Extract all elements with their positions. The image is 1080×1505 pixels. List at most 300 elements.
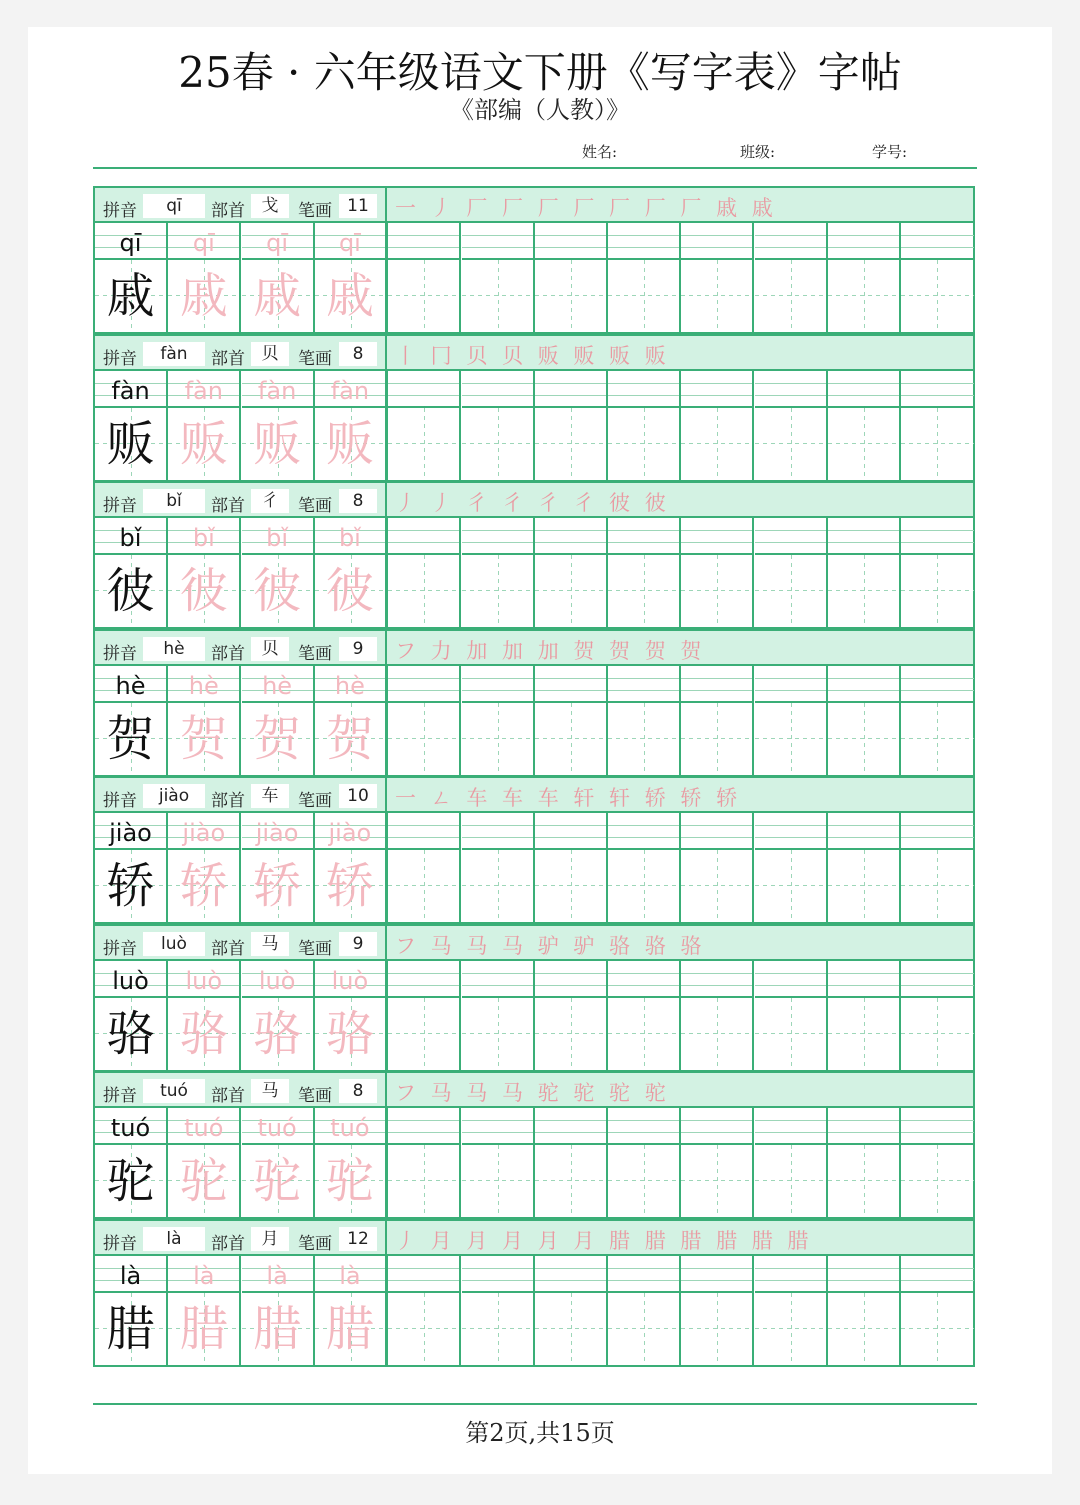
tianzige-box xyxy=(315,850,385,922)
blank-practice-cell[interactable] xyxy=(901,666,974,775)
trace-cell xyxy=(242,1256,315,1365)
blank-practice-cell[interactable] xyxy=(755,518,828,627)
radical-value: 贝 xyxy=(251,637,289,661)
pinyin-writing-line xyxy=(388,961,459,998)
blank-practice-cell[interactable] xyxy=(388,371,461,480)
tianzige-box xyxy=(755,260,826,332)
footer-divider xyxy=(93,1403,977,1405)
blank-practice-cell[interactable] xyxy=(681,518,754,627)
blank-practice-cell[interactable] xyxy=(901,1256,974,1365)
character-entry xyxy=(93,334,975,482)
hanzi-model: 戚 xyxy=(106,268,155,324)
tianzige-box xyxy=(462,1293,533,1365)
radical-label: 部首 xyxy=(211,496,245,516)
hanzi-model: 彼 xyxy=(106,563,155,619)
page-title: 25春 · 六年级语文下册《写字表》字帖 xyxy=(178,48,902,97)
pinyin-trace: là xyxy=(266,1262,288,1290)
tianzige-box xyxy=(315,260,385,332)
blank-practice-cell[interactable] xyxy=(828,1108,901,1217)
tianzige-box xyxy=(95,850,166,922)
pinyin-writing-line xyxy=(242,1256,313,1293)
tianzige-box xyxy=(828,1293,899,1365)
pinyin-writing-line xyxy=(828,223,899,260)
pinyin-writing-line xyxy=(828,961,899,998)
tianzige-box xyxy=(535,408,606,480)
stroke-order-sequence: フ 马 马 马 驴 驴 骆 骆 骆 xyxy=(395,934,706,958)
blank-practice-cell[interactable] xyxy=(535,1256,608,1365)
tianzige-box xyxy=(681,1145,752,1217)
stroke-count-value: 9 xyxy=(339,932,377,956)
blank-practice-cell[interactable] xyxy=(535,223,608,332)
pinyin-writing-line xyxy=(242,371,313,408)
tianzige-box xyxy=(608,408,679,480)
tianzige-box xyxy=(755,703,826,775)
tianzige-box xyxy=(901,1145,974,1217)
blank-practice-cell[interactable] xyxy=(755,371,828,480)
tianzige-box xyxy=(95,555,166,627)
blank-practice-cell[interactable] xyxy=(828,961,901,1070)
entry-info-bar xyxy=(93,1219,975,1256)
pinyin-writing-line xyxy=(755,813,826,850)
trace-cell xyxy=(242,813,315,922)
blank-practice-cell[interactable] xyxy=(535,961,608,1070)
pinyin-writing-line xyxy=(901,961,974,998)
hanzi-trace: 贩 xyxy=(253,416,302,472)
pinyin-writing-line xyxy=(681,1256,752,1293)
model-cell xyxy=(95,961,168,1070)
tianzige-box xyxy=(242,1293,313,1365)
pinyin-writing-line xyxy=(608,666,679,703)
radical-value: 车 xyxy=(251,784,289,808)
blank-practice-cell[interactable] xyxy=(608,666,681,775)
pinyin-writing-line xyxy=(828,1256,899,1293)
info-separator xyxy=(385,631,387,666)
tianzige-box xyxy=(315,998,385,1070)
class-field-label[interactable]: 班级: xyxy=(740,143,776,161)
tianzige-box xyxy=(315,555,385,627)
info-separator xyxy=(385,1073,387,1108)
trace-cell xyxy=(168,371,241,480)
trace-cell xyxy=(168,1108,241,1217)
pinyin-trace: tuó xyxy=(330,1114,370,1142)
pinyin-writing-line xyxy=(242,1108,313,1145)
blank-practice-cell[interactable] xyxy=(608,813,681,922)
blank-practice-cell[interactable] xyxy=(755,961,828,1070)
pinyin-writing-line xyxy=(95,813,166,850)
blank-practice-cell[interactable] xyxy=(462,371,535,480)
pinyin-trace: qī xyxy=(192,229,215,257)
character-entry xyxy=(93,924,975,1072)
tianzige-box xyxy=(681,703,752,775)
pinyin-trace: tuó xyxy=(257,1114,297,1142)
pinyin-writing-line xyxy=(755,1108,826,1145)
blank-practice-cell[interactable] xyxy=(901,813,974,922)
blank-practice-cell[interactable] xyxy=(608,1108,681,1217)
blank-practice-cell[interactable] xyxy=(462,1256,535,1365)
pinyin-trace: jiào xyxy=(182,819,226,847)
hanzi-trace: 贺 xyxy=(179,711,228,767)
tianzige-box xyxy=(242,1145,313,1217)
trace-cell xyxy=(315,813,388,922)
character-entry xyxy=(93,1219,975,1367)
pinyin-writing-line xyxy=(901,223,974,260)
blank-practice-cell[interactable] xyxy=(681,961,754,1070)
radical-value: 彳 xyxy=(251,489,289,513)
radical-value: 马 xyxy=(251,1079,289,1103)
blank-practice-cell[interactable] xyxy=(681,371,754,480)
trace-cell xyxy=(315,961,388,1070)
tianzige-box xyxy=(168,555,239,627)
pinyin-writing-line xyxy=(242,518,313,555)
pinyin-writing-line xyxy=(388,371,459,408)
stroke-count-label: 笔画 xyxy=(298,496,332,516)
pinyin-model: qī xyxy=(119,229,142,257)
pinyin-label: 拼音 xyxy=(103,201,137,221)
blank-practice-cell[interactable] xyxy=(462,1108,535,1217)
stroke-order-sequence: 丿 月 月 月 月 月 腊 腊 腊 腊 腊 腊 xyxy=(395,1229,813,1253)
pinyin-writing-line xyxy=(95,961,166,998)
blank-practice-cell[interactable] xyxy=(388,518,461,627)
pinyin-model: luò xyxy=(112,967,149,995)
pinyin-writing-line xyxy=(388,223,459,260)
pinyin-writing-line xyxy=(901,666,974,703)
blank-practice-cell[interactable] xyxy=(828,1256,901,1365)
info-separator xyxy=(385,188,387,223)
pinyin-trace: hè xyxy=(334,672,365,700)
tianzige-box xyxy=(535,998,606,1070)
tianzige-box xyxy=(901,1293,974,1365)
pinyin-writing-line xyxy=(168,223,239,260)
blank-practice-cell[interactable] xyxy=(901,518,974,627)
hanzi-trace: 彼 xyxy=(179,563,228,619)
radical-label: 部首 xyxy=(211,201,245,221)
pinyin-value: tuó xyxy=(143,1079,205,1103)
tianzige-box xyxy=(755,1145,826,1217)
blank-practice-cell[interactable] xyxy=(535,1108,608,1217)
blank-practice-cell[interactable] xyxy=(755,1108,828,1217)
pinyin-model: tuó xyxy=(110,1114,151,1142)
hanzi-trace: 轿 xyxy=(253,858,302,914)
blank-practice-cell[interactable] xyxy=(535,371,608,480)
pinyin-writing-line xyxy=(535,223,606,260)
blank-practice-cell[interactable] xyxy=(462,223,535,332)
tianzige-box xyxy=(388,850,459,922)
hanzi-model: 骆 xyxy=(106,1006,155,1062)
tianzige-box xyxy=(95,408,166,480)
tianzige-box xyxy=(315,1145,385,1217)
tianzige-box xyxy=(462,555,533,627)
entry-info-bar xyxy=(93,1071,975,1108)
info-separator xyxy=(385,1221,387,1256)
blank-practice-cell[interactable] xyxy=(901,1108,974,1217)
blank-practice-cell[interactable] xyxy=(828,813,901,922)
pinyin-model: jiào xyxy=(109,819,152,847)
tianzige-box xyxy=(755,998,826,1070)
tianzige-box xyxy=(462,408,533,480)
pinyin-writing-line xyxy=(315,371,385,408)
pinyin-writing-line xyxy=(95,371,166,408)
pinyin-writing-line xyxy=(388,813,459,850)
tianzige-box xyxy=(901,998,974,1070)
tianzige-box xyxy=(242,408,313,480)
pinyin-writing-line xyxy=(462,1108,533,1145)
blank-practice-cell[interactable] xyxy=(388,813,461,922)
tianzige-box xyxy=(462,260,533,332)
stroke-order-sequence: 一 ㄥ 车 车 车 轩 轩 轿 轿 轿 xyxy=(395,786,742,810)
tianzige-box xyxy=(242,260,313,332)
blank-practice-cell[interactable] xyxy=(608,518,681,627)
tianzige-box xyxy=(462,850,533,922)
pinyin-writing-line xyxy=(828,666,899,703)
stroke-count-value: 8 xyxy=(339,489,377,513)
tianzige-box xyxy=(681,998,752,1070)
tianzige-box xyxy=(462,1145,533,1217)
hanzi-trace: 贩 xyxy=(325,416,374,472)
hanzi-trace: 腊 xyxy=(325,1301,374,1357)
blank-practice-cell[interactable] xyxy=(388,666,461,775)
tianzige-box xyxy=(681,1293,752,1365)
tianzige-box xyxy=(242,555,313,627)
tianzige-box xyxy=(828,703,899,775)
pinyin-writing-line xyxy=(755,371,826,408)
blank-practice-cell[interactable] xyxy=(462,961,535,1070)
tianzige-box xyxy=(535,1293,606,1365)
trace-cell xyxy=(168,223,241,332)
pinyin-model: bǐ xyxy=(119,524,142,552)
pinyin-trace: jiào xyxy=(328,819,372,847)
tianzige-box xyxy=(388,555,459,627)
name-field-label[interactable]: 姓名: xyxy=(582,143,618,161)
pinyin-writing-line xyxy=(535,371,606,408)
blank-practice-cell[interactable] xyxy=(535,518,608,627)
blank-practice-cell[interactable] xyxy=(828,666,901,775)
character-entry xyxy=(93,629,975,777)
tianzige-box xyxy=(315,1293,385,1365)
info-separator xyxy=(385,336,387,371)
character-entry xyxy=(93,776,975,924)
blank-practice-cell[interactable] xyxy=(681,813,754,922)
pinyin-writing-line xyxy=(95,1108,166,1145)
hanzi-model: 驼 xyxy=(106,1153,155,1209)
pinyin-writing-line xyxy=(315,666,385,703)
pinyin-writing-line xyxy=(608,1108,679,1145)
stroke-count-label: 笔画 xyxy=(298,201,332,221)
entry-info-bar xyxy=(93,924,975,961)
radical-label: 部首 xyxy=(211,1086,245,1106)
trace-cell xyxy=(168,666,241,775)
tianzige-box xyxy=(95,1293,166,1365)
tianzige-box xyxy=(901,555,974,627)
pinyin-label: 拼音 xyxy=(103,1086,137,1106)
model-cell xyxy=(95,813,168,922)
blank-practice-cell[interactable] xyxy=(462,518,535,627)
tianzige-box xyxy=(388,260,459,332)
blank-practice-cell[interactable] xyxy=(681,223,754,332)
tianzige-box xyxy=(681,555,752,627)
entry-info-bar xyxy=(93,186,975,223)
pinyin-trace: hè xyxy=(188,672,219,700)
pinyin-writing-line xyxy=(828,518,899,555)
blank-practice-cell[interactable] xyxy=(608,223,681,332)
blank-practice-cell[interactable] xyxy=(901,223,974,332)
tianzige-box xyxy=(95,703,166,775)
blank-practice-cell[interactable] xyxy=(462,813,535,922)
tianzige-box xyxy=(462,703,533,775)
model-cell xyxy=(95,518,168,627)
pinyin-writing-line xyxy=(535,1108,606,1145)
tianzige-box xyxy=(535,850,606,922)
stroke-order-sequence: 一 丿 厂 厂 厂 厂 厂 厂 厂 戚 戚 xyxy=(395,196,777,220)
tianzige-box xyxy=(168,998,239,1070)
info-separator xyxy=(385,778,387,813)
trace-cell xyxy=(315,223,388,332)
trace-cell xyxy=(242,666,315,775)
hanzi-trace: 贩 xyxy=(179,416,228,472)
pinyin-writing-line xyxy=(901,1108,974,1145)
pinyin-writing-line xyxy=(608,223,679,260)
pinyin-writing-line xyxy=(388,518,459,555)
tianzige-box xyxy=(608,1145,679,1217)
pinyin-writing-line xyxy=(315,518,385,555)
stroke-count-value: 11 xyxy=(339,194,377,218)
blank-practice-cell[interactable] xyxy=(388,223,461,332)
blank-practice-cell[interactable] xyxy=(755,813,828,922)
blank-practice-cell[interactable] xyxy=(755,223,828,332)
pinyin-writing-line xyxy=(828,1108,899,1145)
pinyin-writing-line xyxy=(95,518,166,555)
radical-label: 部首 xyxy=(211,791,245,811)
writing-grid xyxy=(93,1108,975,1219)
pinyin-trace: qī xyxy=(266,229,289,257)
tianzige-box xyxy=(828,408,899,480)
writing-grid xyxy=(93,371,975,482)
pinyin-writing-line xyxy=(535,961,606,998)
stroke-count-value: 9 xyxy=(339,637,377,661)
radical-label: 部首 xyxy=(211,939,245,959)
pinyin-trace: luò xyxy=(331,967,369,995)
radical-value: 戈 xyxy=(251,194,289,218)
character-entry xyxy=(93,186,975,334)
student-number-field-label[interactable]: 学号: xyxy=(872,143,908,161)
pinyin-writing-line xyxy=(901,1256,974,1293)
hanzi-trace: 贺 xyxy=(253,711,302,767)
pinyin-writing-line xyxy=(168,666,239,703)
pinyin-writing-line xyxy=(681,371,752,408)
hanzi-trace: 轿 xyxy=(179,858,228,914)
pinyin-writing-line xyxy=(681,666,752,703)
pinyin-trace: là xyxy=(339,1262,361,1290)
blank-practice-cell[interactable] xyxy=(535,813,608,922)
writing-grid xyxy=(93,666,975,777)
tianzige-box xyxy=(901,408,974,480)
pinyin-writing-line xyxy=(535,813,606,850)
tianzige-box xyxy=(315,703,385,775)
pinyin-trace: bǐ xyxy=(338,524,361,552)
blank-practice-cell[interactable] xyxy=(681,666,754,775)
hanzi-trace: 骆 xyxy=(253,1006,302,1062)
pinyin-label: 拼音 xyxy=(103,349,137,369)
trace-cell xyxy=(315,518,388,627)
trace-cell xyxy=(242,961,315,1070)
blank-practice-cell[interactable] xyxy=(681,1256,754,1365)
stroke-order-sequence: フ 马 马 马 驼 驼 驼 驼 xyxy=(395,1081,670,1105)
pinyin-writing-line xyxy=(168,371,239,408)
blank-practice-cell[interactable] xyxy=(828,371,901,480)
hanzi-trace: 戚 xyxy=(325,268,374,324)
pinyin-trace: là xyxy=(193,1262,215,1290)
model-cell xyxy=(95,1256,168,1365)
blank-practice-cell[interactable] xyxy=(828,518,901,627)
info-separator xyxy=(385,926,387,961)
pinyin-writing-line xyxy=(462,1256,533,1293)
stroke-count-label: 笔画 xyxy=(298,939,332,959)
blank-practice-cell[interactable] xyxy=(608,1256,681,1365)
tianzige-box xyxy=(755,555,826,627)
hanzi-trace: 贺 xyxy=(325,711,374,767)
radical-value: 马 xyxy=(251,932,289,956)
blank-practice-cell[interactable] xyxy=(388,961,461,1070)
blank-practice-cell[interactable] xyxy=(901,371,974,480)
pinyin-trace: jiào xyxy=(255,819,299,847)
trace-cell xyxy=(315,1256,388,1365)
stroke-order-sequence: フ 力 加 加 加 贺 贺 贺 贺 xyxy=(395,639,706,663)
pinyin-writing-line xyxy=(462,518,533,555)
pinyin-trace: luò xyxy=(185,967,223,995)
entry-info-bar xyxy=(93,776,975,813)
blank-practice-cell[interactable] xyxy=(462,666,535,775)
pinyin-writing-line xyxy=(608,518,679,555)
tianzige-box xyxy=(168,1145,239,1217)
hanzi-trace: 戚 xyxy=(253,268,302,324)
blank-practice-cell[interactable] xyxy=(755,1256,828,1365)
blank-practice-cell[interactable] xyxy=(535,666,608,775)
tianzige-box xyxy=(901,703,974,775)
page-number: 第2页,共15页 xyxy=(465,1419,615,1447)
hanzi-trace: 驼 xyxy=(179,1153,228,1209)
stroke-count-label: 笔画 xyxy=(298,349,332,369)
pinyin-writing-line xyxy=(242,813,313,850)
pinyin-writing-line xyxy=(535,666,606,703)
pinyin-label: 拼音 xyxy=(103,496,137,516)
pinyin-model: là xyxy=(119,1262,142,1290)
info-separator xyxy=(385,483,387,518)
trace-cell xyxy=(168,518,241,627)
pinyin-trace: fàn xyxy=(257,377,297,405)
blank-practice-cell[interactable] xyxy=(901,961,974,1070)
trace-cell xyxy=(242,518,315,627)
hanzi-trace: 彼 xyxy=(253,563,302,619)
tianzige-box xyxy=(901,850,974,922)
tianzige-box xyxy=(608,850,679,922)
stroke-count-label: 笔画 xyxy=(298,1234,332,1254)
pinyin-writing-line xyxy=(95,1256,166,1293)
blank-practice-cell[interactable] xyxy=(828,223,901,332)
pinyin-writing-line xyxy=(608,961,679,998)
blank-practice-cell[interactable] xyxy=(681,1108,754,1217)
pinyin-writing-line xyxy=(535,1256,606,1293)
pinyin-writing-line xyxy=(681,518,752,555)
pinyin-writing-line xyxy=(315,223,385,260)
blank-practice-cell[interactable] xyxy=(608,371,681,480)
hanzi-trace: 驼 xyxy=(325,1153,374,1209)
pinyin-writing-line xyxy=(755,961,826,998)
tianzige-box xyxy=(608,1293,679,1365)
tianzige-box xyxy=(901,260,974,332)
blank-practice-cell[interactable] xyxy=(755,666,828,775)
blank-practice-cell[interactable] xyxy=(388,1108,461,1217)
blank-practice-cell[interactable] xyxy=(608,961,681,1070)
blank-practice-cell[interactable] xyxy=(388,1256,461,1365)
